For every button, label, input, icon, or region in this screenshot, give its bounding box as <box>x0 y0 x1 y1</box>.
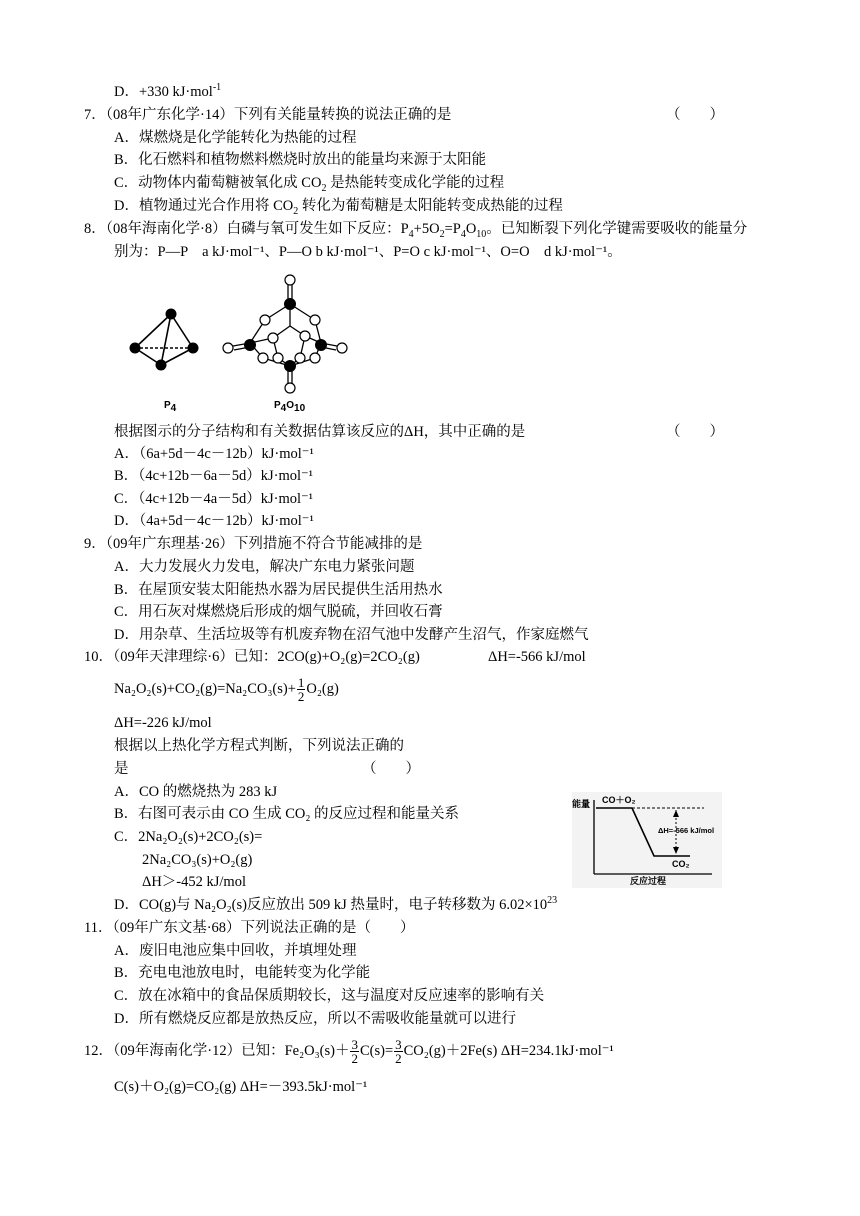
q10-equation-2: Na₂O₂(s)+CO₂(g)=Na₂CO₃(s)+ $\frac{1}{2}$ O₂(g) <box>114 675 339 705</box>
q11-option-c: C．放在冰箱中的食品保质期较长，这与温度对反应速率的影响有关 <box>114 988 545 1004</box>
q8-option-d: D．（4a+5d－4c－12b）kJ·mol⁻¹ <box>114 513 314 529</box>
q10-question-line1: 根据以上热化学方程式判断，下列说法正确的 <box>114 738 404 754</box>
energy-diagram <box>572 792 722 888</box>
q7-stem: 7．（08年广东化学·14）下列有关能量转换的说法正确的是 <box>84 107 452 123</box>
reactant-level-label: CO＋O₂ <box>602 795 636 805</box>
q7-option-c: C．动物体内葡萄糖被氧化成 $CO_2$ 是热能转变成化学能的过程 <box>114 175 505 194</box>
q10-dh2: ΔH=-226 kJ/mol <box>114 715 212 731</box>
q7-answer-blank: （ ） <box>666 107 724 123</box>
q10-option-c-line1: C．2Na₂O₂(s)+2CO₂(s)= <box>114 829 263 845</box>
q8-answer-blank: （ ） <box>666 424 724 440</box>
q8-option-b: B．（4c+12b－6a－5d）kJ·mol⁻¹ <box>114 468 313 484</box>
q11-option-d: D．所有燃烧反应都是放热反应，所以不需吸收能量就可以进行 <box>114 1011 516 1027</box>
q10-dh1: ΔH=-566 kJ/mol <box>488 649 586 665</box>
q10-option-c-line3: ΔH＞-452 kJ/mol <box>142 874 246 890</box>
p4-label: $P_4$ <box>164 400 177 414</box>
p4o10-label: $P_4O_{10}$ <box>274 400 306 414</box>
q10-option-a: A．CO 的燃烧热为 283 kJ <box>114 784 278 800</box>
reaction-progress-axis-label: 反应过程 <box>630 876 667 886</box>
q10-question-line2: 是 <box>114 761 129 777</box>
energy-diagram-graphic <box>572 792 722 888</box>
delta-h-label: ΔH=-566 kJ/mol <box>658 826 715 835</box>
q6-option-d: D．+330 kJ·mol$^{-1}$ <box>114 82 222 100</box>
q9-option-d: D．用杂草、生活垃圾等有机废弃物在沼气池中发酵产生沼气，作家庭燃气 <box>114 627 589 643</box>
molecule-structures-figure <box>125 270 365 420</box>
q8-option-a: A．（6a+5d－4c－12b）kJ·mol⁻¹ <box>114 446 314 462</box>
q8-question: 根据图示的分子结构和有关数据估算该反应的ΔH，其中正确的是 <box>114 424 526 440</box>
q9-stem: 9．（09年广东理基·26）下列措施不符合节能减排的是 <box>84 536 423 552</box>
q10-stem: 10．（09年天津理综·6）已知：2CO(g)+O₂(g)=2CO₂(g) <box>84 649 420 665</box>
q10-option-c-line2: 2Na₂CO₃(s)+O₂(g) <box>142 852 253 868</box>
product-level-label: CO₂ <box>672 859 690 869</box>
q7-option-b: B．化石燃料和植物燃料燃烧时放出的能量均来源于太阳能 <box>114 152 487 168</box>
q11-option-b: B．充电电池放电时，电能转变为化学能 <box>114 965 371 981</box>
q9-option-c: C．用石灰对煤燃烧后形成的烟气脱硫，并回收石膏 <box>114 604 443 620</box>
q8-stem: 8．（08年海南化学·8）白磷与氧可发生如下反应：$P_4+5O_2=P_4O_{10}$。已知断裂下列化学键需要吸收的能量分 <box>84 221 748 240</box>
q9-option-a: A．大力发展火力发电，解决广东电力紧张问题 <box>114 559 415 575</box>
q8-option-c: C．（4c+12b－4a－5d）kJ·mol⁻¹ <box>114 491 313 507</box>
q12-equation-2: C(s)＋O₂(g)=CO₂(g) ΔH=－393.5kJ·mol⁻¹ <box>114 1079 368 1095</box>
q8-bond-energies: 别为：P—P a kJ·mol⁻¹、P—O b kJ·mol⁻¹、P=O c kJ·mol⁻¹、O=O d kJ·mol⁻¹。 <box>114 244 622 260</box>
q10-option-b: B．右图可表示由 CO 生成 CO₂ 的反应过程和能量关系 <box>114 806 460 822</box>
q10-answer-blank: （ ） <box>362 761 420 777</box>
q7-option-d: D．植物通过光合作用将 $CO_2$ 转化为葡萄糖是太阳能转变成热能的过程 <box>114 198 563 217</box>
q11-option-a: A．废旧电池应集中回收，并填埋处理 <box>114 943 357 959</box>
q10-option-d: D．CO(g)与 Na₂O₂(s)反应放出 509 kJ 热量时，电子转移数为 $6.02\times 10^{23}$ <box>114 895 558 913</box>
q7-option-a: A．煤燃烧是化学能转化为热能的过程 <box>114 130 357 146</box>
q9-option-b: B．在屋顶安装太阳能热水器为居民提供生活用热水 <box>114 582 443 598</box>
q11-stem: 11．（09年广东文基·68）下列说法正确的是（ ） <box>84 920 415 936</box>
q12-stem: 12．（09年海南化学·12）已知：Fe₂O₃(s)＋ $\frac{3}{2}$ C(s)= $\frac{3}{2}$ CO₂(g)＋2Fe(s) ΔH=234.1kJ·mol⁻¹ <box>84 1037 614 1067</box>
energy-axis-label: 能量 <box>572 799 591 809</box>
p4-structure <box>135 314 193 365</box>
